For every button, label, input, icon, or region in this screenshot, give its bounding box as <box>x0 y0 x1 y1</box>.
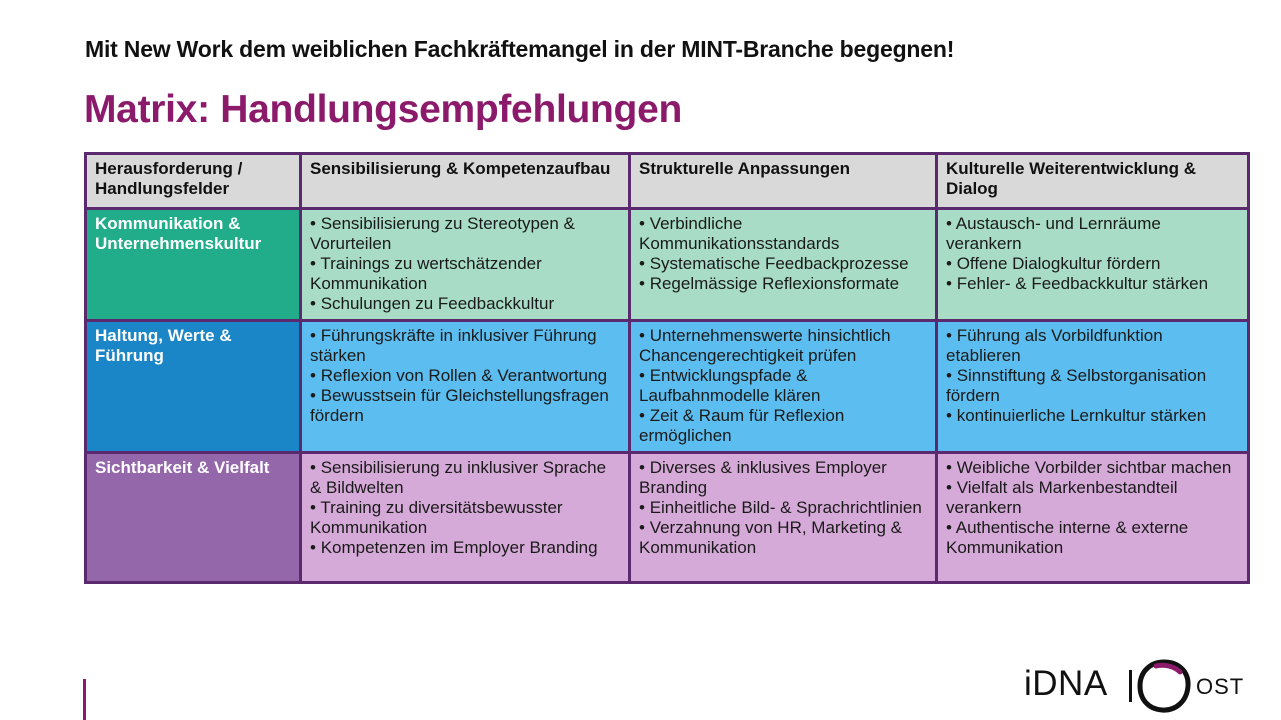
list-item: • Sensibilisierung zu inklusiver Sprache & Bildwelten <box>310 458 620 498</box>
list-item: • Diverses & inklusives Employer Branding <box>639 458 927 498</box>
list-item: • Vielfalt als Markenbestandteil verankern <box>946 478 1239 518</box>
accent-line <box>83 679 86 720</box>
matrix-cell <box>630 321 937 453</box>
matrix-cell <box>937 321 1249 453</box>
logo-partner-text: OST <box>1196 674 1245 699</box>
list-item: • Sensibilisierung zu Stereotypen & Vorurteilen <box>310 214 620 254</box>
list-item: • Verbindliche Kommunikationsstandards <box>639 214 927 254</box>
list-item: • Führungskräfte in inklusiver Führung stärken <box>310 326 620 366</box>
slide-title: Matrix: Handlungsempfehlungen <box>84 88 682 131</box>
list-item: • Sinnstiftung & Selbstorganisation fördern <box>946 366 1239 406</box>
list-item: • Bewusstsein für Gleichstellungsfragen fördern <box>310 386 620 426</box>
matrix-row-haltung <box>86 321 1249 453</box>
matrix-cell <box>301 453 630 583</box>
list-item: • Fehler- & Feedbackkultur stärken <box>946 274 1239 294</box>
logo-separator <box>1129 670 1132 702</box>
list-item: • Verzahnung von HR, Marketing & Kommunikation <box>639 518 927 558</box>
column-header: Sensibilisierung & Kompetenzaufbau <box>301 154 630 209</box>
matrix-header-row <box>86 154 1249 209</box>
matrix-cell <box>630 209 937 321</box>
list-item: • Offene Dialogkultur fördern <box>946 254 1239 274</box>
matrix-row-sichtbarkeit <box>86 453 1249 583</box>
column-header: Herausforderung / Handlungsfelder <box>86 154 301 209</box>
list-item: • Authentische interne & externe Kommunikation <box>946 518 1239 558</box>
list-item: • Trainings zu wertschätzender Kommunikation <box>310 254 620 294</box>
matrix-cell <box>630 453 937 583</box>
matrix-cell <box>937 209 1249 321</box>
recommendation-matrix <box>84 152 1250 584</box>
list-item: • Führung als Vorbildfunktion etablieren <box>946 326 1239 366</box>
list-item: • Schulungen zu Feedbackkultur <box>310 294 620 314</box>
list-item: • Zeit & Raum für Reflexion ermöglichen <box>639 406 927 446</box>
column-header: Kulturelle Weiterentwicklung & Dialog <box>937 154 1249 209</box>
list-item: • Austausch- und Lernräume verankern <box>946 214 1239 254</box>
logo-brand-text: iDNA <box>1024 664 1108 703</box>
list-item: • Kompetenzen im Employer Branding <box>310 538 620 558</box>
list-item: • Entwicklungspfade & Laufbahnmodelle klären <box>639 366 927 406</box>
list-item: • Systematische Feedbackprozesse <box>639 254 927 274</box>
ost-ring-icon <box>1134 656 1194 716</box>
matrix-cell <box>301 321 630 453</box>
list-item: • Unternehmenswerte hinsichtlich Chancengerechtigkeit prüfen <box>639 326 927 366</box>
row-header: Kommunikation & Unternehmenskultur <box>86 209 301 321</box>
list-item: • kontinuierliche Lernkultur stärken <box>946 406 1239 426</box>
list-item: • Weibliche Vorbilder sichtbar machen <box>946 458 1239 478</box>
row-header: Haltung, Werte & Führung <box>86 321 301 453</box>
matrix-cell <box>937 453 1249 583</box>
list-item: • Einheitliche Bild- & Sprachrichtlinien <box>639 498 927 518</box>
list-item: • Regelmässige Reflexionsformate <box>639 274 927 294</box>
matrix-cell <box>301 209 630 321</box>
row-header: Sichtbarkeit & Vielfalt <box>86 453 301 583</box>
idna-ost-logo <box>1022 656 1252 716</box>
slide-subtitle: Mit New Work dem weiblichen Fachkräftemangel in der MINT-Branche begegnen! <box>85 36 955 62</box>
column-header: Strukturelle Anpassungen <box>630 154 937 209</box>
matrix-row-kommunikation <box>86 209 1249 321</box>
list-item: • Training zu diversitätsbewusster Kommunikation <box>310 498 620 538</box>
list-item: • Reflexion von Rollen & Verantwortung <box>310 366 620 386</box>
